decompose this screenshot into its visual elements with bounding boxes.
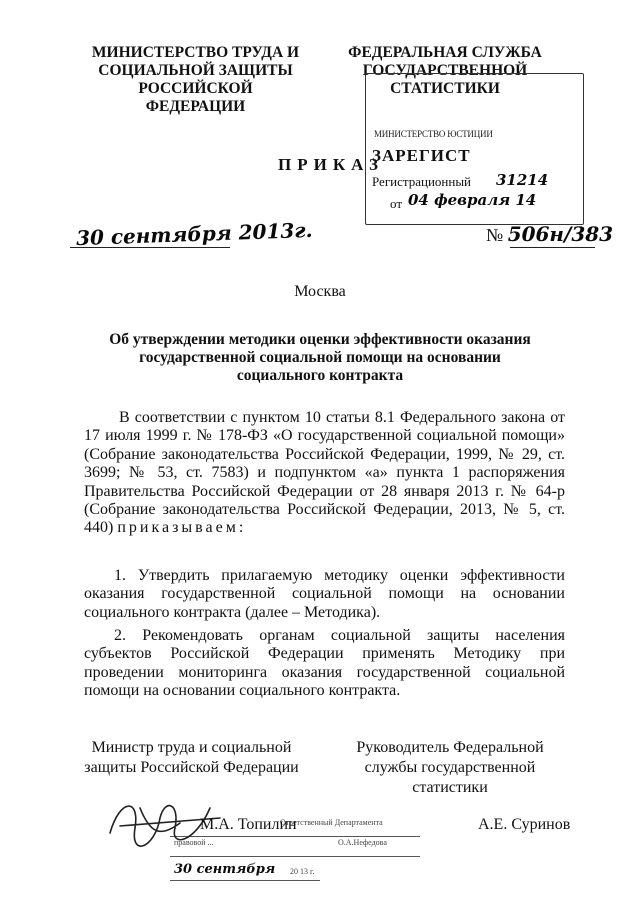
- cert-line3: О.А.Нефедова: [338, 838, 387, 847]
- city: Москва: [294, 283, 346, 300]
- ministry-labor-line2: СОЦИАЛЬНОЙ ЗАЩИТЫ: [98, 62, 293, 79]
- cert-line1: Ответственный Департамента: [280, 818, 383, 827]
- cert-year: 20 13 г.: [290, 867, 315, 876]
- item-2: 2. Рекомендовать органам социальной защиты населения субъектов Российской Федерации применять Методику при проведении мониторинга оказания государственной социальной помощи на основании социального контракта.: [84, 627, 565, 700]
- preamble-text: В соответствии с пунктом 10 статьи 8.1 Федерального закона от 17 июля 1999 г. № 178-ФЗ «О государственной социальной помощи» (Собрание законодательства Российской Федерации, 1999, № 29, ст. 3699; № 53, ст. 7583) и подпунктом «а» пункта 1 распоряжения Правительства Российской Федерации от 28 января 2013 г. № 64-р (Собрание законодательства Российской Федерации, 2013, № 5, ст. 440): [84, 409, 565, 537]
- ministry-labor-header: [88, 44, 303, 116]
- signatory-right-name: А.Е. Суринов: [478, 816, 571, 833]
- date-underline: [70, 247, 230, 248]
- number-underline: [510, 247, 595, 248]
- signatory-right-title: Руководитель Федеральной службы государственной статистики: [356, 739, 544, 796]
- cert-line2: правовой ...: [174, 838, 214, 847]
- doc-number: 506н/383: [507, 222, 614, 246]
- doc-type: ПРИКАЗ: [278, 155, 384, 174]
- statistics-service-line3: СТАТИСТИКИ: [390, 80, 500, 97]
- ministry-labor-line3: РОССИЙСКОЙ ФЕДЕРАЦИИ: [138, 80, 253, 115]
- stamp-registered: ЗАРЕГИСТ: [372, 146, 471, 165]
- statistics-service-line2: ГОСУДАРСТВЕННОЙ: [362, 62, 528, 79]
- order-word: приказываем:: [117, 519, 247, 537]
- stamp-reg-label: Регистрационный: [372, 174, 472, 189]
- statistics-service-line1: ФЕДЕРАЛЬНАЯ СЛУЖБА: [348, 44, 542, 61]
- doc-date: 30 сентября 2013г.: [75, 217, 313, 251]
- doc-number-prefix: №: [486, 225, 504, 245]
- doc-number-block: [486, 222, 613, 246]
- doc-title: Об утверждении методики оценки эффективности оказания государственной социальной помощи на основании социального контракта: [109, 331, 531, 384]
- item-1: 1. Утвердить прилагаемую методику оценки эффективности оказания государственной социальной помощи на основании социального контракта (далее – Методика).: [84, 567, 565, 621]
- stamp-reg-number: 31214: [496, 171, 549, 189]
- stamp-reg-date: 04 февраля 14: [408, 191, 537, 209]
- signatory-left-name: М.А. Топилин: [200, 816, 297, 833]
- ministry-labor-line1: МИНИСТЕРСТВО ТРУДА И: [91, 44, 300, 61]
- stamp-date-prefix: от: [390, 196, 403, 211]
- signatory-left-title: Министр труда и социальной защиты Российской Федерации: [84, 739, 299, 776]
- preamble-paragraph: [84, 409, 565, 538]
- stamp-ministry: МИНИСТЕРСТВО ЮСТИЦИИ: [374, 129, 493, 139]
- registration-stamp: [365, 73, 584, 225]
- cert-date: 30 сентября: [174, 862, 276, 877]
